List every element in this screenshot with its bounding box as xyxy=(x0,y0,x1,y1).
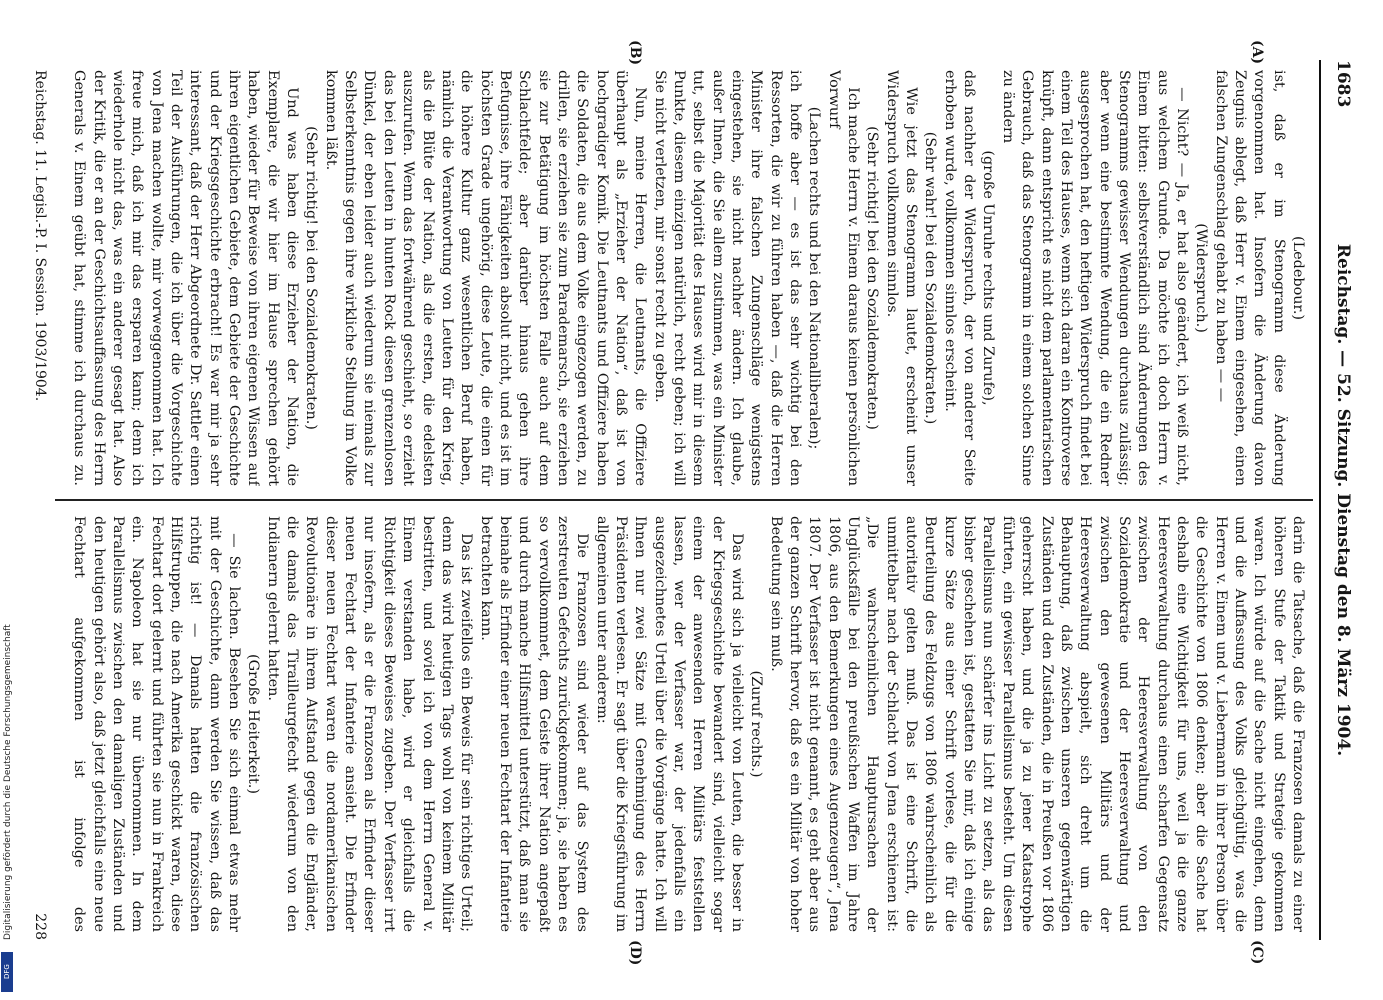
left-paragraph-4: Wie jetzt das Stenogramm lautet, erscheint unser Widerspruch vollkommen sinnlos. xyxy=(883,70,920,486)
left-text-column xyxy=(67,70,1307,486)
header-rule xyxy=(1319,60,1321,940)
left-paragraph-7: Nun, meine Herren, die Leutnants, die Offiziere überhaupt als „Erzieher der Nation“, daß ist von hochgradiger Komik. Die Leutnants und Offiziere haben die Soldaten, die aus dem Volke eingezogen werden, zu drillen, sie erziehen sie zum Parademarsch, sie erziehen sie zur Betätigung im höchsten Falle auch auf dem Schlachtfelde; aber darüber hinaus gehen ihre Befugnisse, ihre Fähigkeiten absolut nicht, und es ist im höchsten Grade ungehörig, diese Leute, die einen für die höhere Kultur ganz wesentlichen Beruf haben, nämlich die Verantwortung von Leuten für den Krieg, als die Blüte der Nation, als die ersten, die edelsten auszurufen. Wenn das fortwährend geschieht, so erzieht das bei den Leuten in hunten Rock diesen grenzenlosen Dünkel, der eben leider auch wiederum sie niemals zur Selbsterkenntnis gegen ihre wirkliche Stellung im Volke kommen läßt. xyxy=(322,70,649,486)
right-quote-paragraph: Die Franzosen sind wieder auf das System des zerstreuten Gefechts zurückgekommen; ja, sie haben es so vervollkommnet, dem Geiste ihrer Nation angepaßt und durch manche Hilfsmittel unterstützt, daß man sie beinahe als Erfinder einer neuen Fechtart der Infanterie betrachten kann. xyxy=(477,516,591,932)
right-paragraph-1: darin die Tatsache, daß die Franzosen damals zu einer höheren Stufe der Taktik und Strategie gekommen waren. Ich würde auf die Sache nicht eingehen, denn und die Auffassung des Volks gleichgültig, was die Herren v. Einem und v. Liebermann in ihrer Person über die Geschichte von 1806 denken; aber die Sache hat deshalb eine Wichtigkeit für uns, weil ja die ganze Heeresverwaltung durchaus einen scharfen Gegensatz zwischen der Heeresverwaltung von den Sozialdemokratie und der Heeresverwaltung und zwischen den gewesenen Militärs und der Heeresverwaltung abspielt, sich dreht um die Behauptung, daß zwischen unseren gegenwärtigen Zuständen und den Zuständen, die in Preußen vor 1806 geherrscht haben, und die ja zu jener Katastrophe führten, ein gewisser Parallelismus besteht. Um diesen Parallelismus nun schärfer ins Licht zu setzen, als das bisher geschehen ist, gestatten Sie mir, daß ich einige kurze Sätze aus einer Schrift vorlese, die für die Beurteilung des Feldzugs von 1806 wahrscheinlich als autoritativ gelten muß. Das ist eine Schrift, die unmittelbar nach der Schlacht von Jena erschienen ist: „Die wahrscheinlichen Hauptursachen der Unglücksfälle bei den preußischen Waffen im Jahre 1806, aus den Bemerkungen eines Augenzeugen“, Jena 1807. Der Verfasser ist nicht genannt, es geht aber aus der ganzen Schrift hervor, daß es ein Militär von hoher Bedeutung sein muß. xyxy=(767,516,1306,932)
interjection: (Große Heiterkeit.) xyxy=(245,653,262,794)
page-number-bottom: 228 xyxy=(32,913,48,940)
margin-marker-c: (C) xyxy=(1249,940,1265,965)
right-paragraph-4: Das ist zweifellos ein Beweis für sein richtiges Urteil; denn das wird heutigen Tags wohl von keinem Militär bestritten, und soviel ich von dem Herrn General v. Einem verstanden habe, wird er gleichfalls die Richtigkeit dieses Beweises zugeben. Der Verfasser irrt nur insofern, als er die Franzosen als Erfinder dieser neuen Fechtart der Infanterie ansieht. Die Erfinder dieser neuen Fechtart waren die nordamerikanischen Revolutionäre in ihrem Aufstand gegen die Engländer, die damals das Tirailleurgefecht wiederum von den Indianern gelernt hatten. xyxy=(264,516,475,932)
header-title: Reichstag. — 52. Sitzung. Dienstag den 8. März 1904. xyxy=(1333,243,1353,757)
margin-marker-d: (D) xyxy=(627,940,643,966)
interjection: (Zuruf rechts.) xyxy=(748,670,765,778)
left-paragraph-8: Und was haben diese Erzieher der Nation, die Exemplare, die wir hier im Hause sprechen gehört haben, wieder für Beweise von ihren eigenen Wissen auf ihren eigentlichen Gebiete, dem Gebiete der Geschichte und der Kriegsgeschichte erbracht! Es war mir ja sehr interessant, daß der Herr Abgeordnete Dr. Sattler einen Teil der Ausführungen, die ich über die Vorgeschichte von Jena machen wollte, mir vorweggenommen hat. Ich freue mich, daß ich mir das ersparen kann; denn ich wiederhole nicht das, was ein anderer gesagt hat. Also der Kritik, die er an der Geschichtsauffassung des Herrn Generals v. Einem geübt hat, stimme ich durchaus zu. xyxy=(71,70,301,486)
margin-marker-b: (B) xyxy=(627,40,643,66)
dfg-logo: DFG xyxy=(1,952,13,992)
interjection: (große Unruhe rechts und Zurufe), xyxy=(980,150,997,406)
digitization-credit-strip xyxy=(0,0,14,1000)
interjection: (Lachen rechts und bei den Nationalliberalen); xyxy=(806,106,823,450)
page-header xyxy=(1323,60,1353,940)
left-paragraph-6: ich hoffe aber — es ist das sehr wichtig bei den Ressorten, die wir zu führen haben —, daß die Herren Minister ihre falschen Zungenschläge wenigstens eingestehen, sie nicht nachher ändern. Ich glaube, außer Ihnen, die Sie allem zustimmen, was ein Minister tut, selbst die Majorität des Hauses wird mir in diesem Punkte, diesem einzigen natürlich, recht geben; ich will Sie nicht verletzen, mir sonst recht zu geben. xyxy=(651,70,804,486)
left-paragraph-5: Ich mache Herrn v. Einem daraus keinen persönlichen Vorwurf xyxy=(825,70,862,486)
left-paragraph-2: — Nicht? — Ja, er hat also geändert, ich weiß nicht, aus welchem Grunde. Da möchte ich doch Herrn v. Einem bitten: selbstverständlich sind Änderungen des Stenogramms gewisser Wendungen durchaus zulässig; aber wenn eine bestimmte Wendung, die ein Redner ausgesprochen hat, den heftigen Widerspruch findet bei einem Teil des Hauses, wenn sich daran ein Kontroverse knüpft, dann entspricht es nicht dem parlamentarischen Gebrauch, daß das Stenogramm in einem solchen Sinne zu ändern xyxy=(999,70,1190,486)
left-paragraph-3: daß nachher der Widerspruch, der von anderer Seite erhoben wurde, vollkommen sinnlos erscheint. xyxy=(941,70,978,486)
interjection: (Sehr wahr! bei den Sozialdemokraten.) xyxy=(922,131,939,425)
speaker-tag: (Ledebour.) xyxy=(1290,235,1306,321)
right-paragraph-5: — Sie lachen. Besehen Sie sich einmal etwas mehr mit der Geschichte, dann werden Sie wissen, daß das richtig ist! — Damals hatten die französischen Hilfstruppen, die nach Amerika geschickt waren, diese Fechtart dort gelernt und führten sie nun in Frankreich ein. Napoleon hat sie nur übernommen. In dem Parallelismus zwischen den damaligen Zuständen und den heutigen gehört also, daß jetzt gleichfalls eine neue Fechtart aufgekommen ist infolge des xyxy=(71,516,243,932)
right-paragraph-2: Das wird sich ja vielleicht von Leuten, die besser in der Kriegsgeschichte bewandert sind, vielleicht sogar einem der anwesenden Herren Militärs feststellen lassen, wer der Verfasser war, der jedenfalls ein ausgezeichnetes Urteil über die Vorgänge hatte. Ich will Ihnen nur zwei Sätze mit Genehmigung des Herrn Präsidenten verlesen. Er sagt über die Kriegsführung im allgemeinen unter anderem: xyxy=(593,516,746,932)
interjection: (Widerspruch.) xyxy=(1193,223,1210,333)
right-text-column xyxy=(67,516,1307,932)
interjection: (Sehr richtig! bei den Sozialdemokraten.) xyxy=(864,126,881,430)
column-divider xyxy=(55,499,1313,501)
interjection: (Sehr richtig! bei den Sozialdemokraten.) xyxy=(303,126,320,430)
left-paragraph-1: ist, daß er im Stenogramm diese Änderung vorgenommen hat. Insofern die Änderung davon Zeugnis ablegt, daß Herr v. Einem eingesehen, einen falschen Zungenschlag gehabt zu haben — — xyxy=(1212,70,1287,486)
margin-marker-a: (A) xyxy=(1249,40,1265,65)
digitization-credit-text: Digitalisierung gefördert durch die Deutsche Forschungsgemeinschaft xyxy=(3,624,13,940)
header-left-text: 1683 xyxy=(1333,60,1353,108)
footer-citation: Reichstag. 11. Legisl.-P. I. Session. 1903/1904. xyxy=(32,70,48,402)
